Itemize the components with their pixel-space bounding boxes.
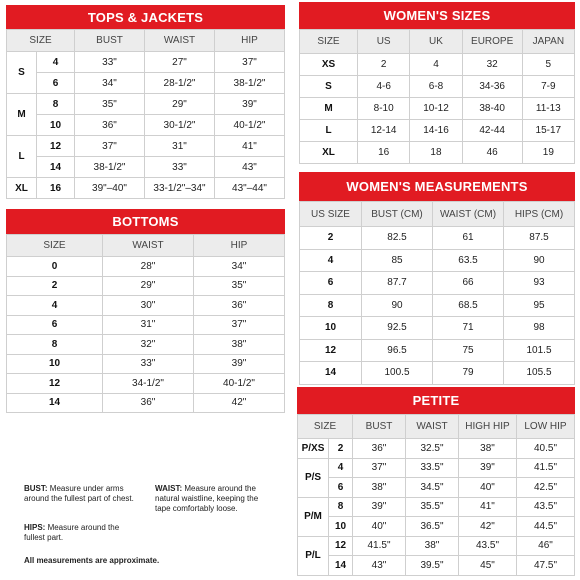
table-cell: 10	[300, 317, 362, 340]
table-cell: 15-17	[522, 120, 574, 142]
table-cell: 29"	[103, 276, 194, 296]
table-cell: 2	[300, 227, 362, 250]
table-cell: 45"	[459, 556, 517, 576]
table-cell: 87.7	[362, 272, 433, 295]
table-cell: 39"–40"	[75, 178, 145, 199]
womens-sizes-table	[299, 29, 575, 164]
table-row	[300, 249, 575, 272]
size-group-cell: L	[7, 136, 37, 178]
table-row	[7, 73, 285, 94]
table-cell: 33-1/2"–34"	[145, 178, 215, 199]
table-cell: 96.5	[362, 339, 433, 362]
table-row	[7, 157, 285, 178]
table-row	[300, 142, 575, 164]
womens-measurements-title: WOMEN'S MEASUREMENTS	[299, 172, 575, 201]
size-group-cell: S	[7, 52, 37, 94]
table-row	[7, 257, 285, 277]
table-cell: 36.5"	[406, 517, 459, 537]
table-cell: 79	[433, 362, 504, 385]
table-cell: 33.5"	[406, 458, 459, 478]
header-cell: BUST	[353, 415, 406, 439]
table-cell: 28"	[103, 257, 194, 277]
table-row	[300, 120, 575, 142]
table-cell: 4	[300, 249, 362, 272]
size-group-cell: M	[7, 94, 37, 136]
table-cell: 10	[329, 517, 353, 537]
table-row	[300, 272, 575, 295]
table-row	[7, 296, 285, 316]
table-cell: 6	[329, 478, 353, 498]
table-cell: 40"	[459, 478, 517, 498]
tops-jackets-title: TOPS & JACKETS	[6, 5, 285, 29]
table-cell: 33"	[145, 157, 215, 178]
table-cell: 85	[362, 249, 433, 272]
table-cell: 14	[300, 362, 362, 385]
table-cell: 10-12	[410, 98, 462, 120]
table-cell: 6-8	[410, 76, 462, 98]
table-cell: 2	[329, 439, 353, 459]
table-cell: 34-1/2"	[103, 374, 194, 394]
table-cell: 98	[504, 317, 575, 340]
table-cell: 2	[358, 54, 410, 76]
table-cell: 95	[504, 294, 575, 317]
table-cell: 42"	[459, 517, 517, 537]
table-cell: 30-1/2"	[145, 115, 215, 136]
table-cell: XS	[300, 54, 358, 76]
table-cell: 16	[358, 142, 410, 164]
table-row	[7, 315, 285, 335]
table-cell: 12	[329, 536, 353, 556]
header-cell: UK	[410, 30, 462, 54]
table-cell: 92.5	[362, 317, 433, 340]
table-cell: 38"	[194, 335, 285, 355]
table-cell: 29"	[145, 94, 215, 115]
table-cell: 90	[362, 294, 433, 317]
table-row	[7, 374, 285, 394]
table-cell: 32.5"	[406, 439, 459, 459]
womens-sizes-title: WOMEN'S SIZES	[299, 2, 575, 29]
table-cell: 6	[37, 73, 75, 94]
waist-note	[155, 484, 273, 514]
table-cell: 38-40	[462, 98, 522, 120]
table-row	[300, 294, 575, 317]
bottoms-title: BOTTOMS	[6, 209, 285, 234]
womens-measurements-panel	[299, 172, 575, 385]
table-row	[298, 478, 575, 498]
table-row	[298, 536, 575, 556]
waist-note-text: Measure around the natural waistline, keeping the tape comfortably loose.	[155, 484, 259, 513]
table-row	[298, 497, 575, 517]
header-cell: BUST (CM)	[362, 202, 433, 227]
table-cell: 42"	[194, 393, 285, 413]
table-cell: 38"	[406, 536, 459, 556]
table-cell: 12-14	[358, 120, 410, 142]
table-cell: 33"	[75, 52, 145, 73]
table-cell: 44.5"	[517, 517, 575, 537]
table-cell: 39.5"	[406, 556, 459, 576]
table-row	[7, 52, 285, 73]
petite-table	[297, 414, 575, 576]
bust-note-label: BUST:	[24, 484, 48, 493]
table-cell: 14	[37, 157, 75, 178]
table-cell: 34"	[194, 257, 285, 277]
header-cell: US SIZE	[300, 202, 362, 227]
womens-measurements-header-row	[300, 202, 575, 227]
table-cell: 14-16	[410, 120, 462, 142]
table-row	[300, 317, 575, 340]
table-cell: 19	[522, 142, 574, 164]
header-cell: SIZE	[7, 30, 75, 52]
table-cell: 42.5"	[517, 478, 575, 498]
womens-sizes-header-row	[300, 30, 575, 54]
table-cell: 36"	[75, 115, 145, 136]
table-cell: 34-36	[462, 76, 522, 98]
table-cell: 40-1/2"	[194, 374, 285, 394]
table-cell: 37"	[353, 458, 406, 478]
table-cell: 16	[37, 178, 75, 199]
table-row	[7, 94, 285, 115]
table-cell: 10	[7, 354, 103, 374]
table-cell: 6	[7, 315, 103, 335]
table-cell: 8-10	[358, 98, 410, 120]
petite-header-row	[298, 415, 575, 439]
table-cell: 63.5	[433, 249, 504, 272]
table-cell: 0	[7, 257, 103, 277]
table-cell: 35"	[75, 94, 145, 115]
table-row	[7, 393, 285, 413]
table-cell: 100.5	[362, 362, 433, 385]
table-cell: 4	[37, 52, 75, 73]
header-cell: WAIST	[103, 235, 194, 257]
table-cell: 12	[300, 339, 362, 362]
header-cell: SIZE	[7, 235, 103, 257]
table-cell: 101.5	[504, 339, 575, 362]
bottoms-panel	[6, 209, 285, 413]
table-cell: 43.5"	[459, 536, 517, 556]
table-row	[298, 517, 575, 537]
header-cell: HIPS (CM)	[504, 202, 575, 227]
table-cell: 2	[7, 276, 103, 296]
table-cell: 87.5	[504, 227, 575, 250]
size-group-cell: P/M	[298, 497, 329, 536]
header-cell: SIZE	[300, 30, 358, 54]
table-cell: 36"	[103, 393, 194, 413]
table-row	[7, 115, 285, 136]
table-cell: 12	[37, 136, 75, 157]
table-cell: 8	[37, 94, 75, 115]
table-cell: 30"	[103, 296, 194, 316]
table-cell: 43"	[214, 157, 284, 178]
table-cell: 39"	[459, 458, 517, 478]
table-cell: 46	[462, 142, 522, 164]
table-cell: 14	[7, 393, 103, 413]
table-cell: L	[300, 120, 358, 142]
table-cell: 38-1/2"	[214, 73, 284, 94]
hips-note	[24, 523, 134, 543]
bust-note	[24, 484, 148, 504]
header-cell: JAPAN	[522, 30, 574, 54]
table-cell: 46"	[517, 536, 575, 556]
table-cell: 41.5"	[517, 458, 575, 478]
table-cell: 39"	[194, 354, 285, 374]
table-cell: 8	[300, 294, 362, 317]
table-cell: 40-1/2"	[214, 115, 284, 136]
table-row	[7, 276, 285, 296]
table-cell: 4-6	[358, 76, 410, 98]
table-row	[298, 439, 575, 459]
table-cell: 7-9	[522, 76, 574, 98]
table-cell: 40"	[353, 517, 406, 537]
table-cell: 75	[433, 339, 504, 362]
table-cell: 4	[410, 54, 462, 76]
table-cell: 43"–44"	[214, 178, 284, 199]
table-cell: 39"	[353, 497, 406, 517]
table-cell: 35"	[194, 276, 285, 296]
table-cell: 6	[300, 272, 362, 295]
table-cell: 82.5	[362, 227, 433, 250]
table-cell: 35.5"	[406, 497, 459, 517]
table-cell: XL	[300, 142, 358, 164]
table-row	[300, 76, 575, 98]
size-group-cell: P/L	[298, 536, 329, 575]
header-cell: WAIST	[145, 30, 215, 52]
table-cell: 18	[410, 142, 462, 164]
table-cell: 43.5"	[517, 497, 575, 517]
bottoms-table	[6, 234, 285, 413]
table-cell: 10	[37, 115, 75, 136]
bottoms-header-row	[7, 235, 285, 257]
table-cell: 8	[7, 335, 103, 355]
table-cell: 14	[329, 556, 353, 576]
size-group-cell: P/XS	[298, 439, 329, 459]
table-cell: 28-1/2"	[145, 73, 215, 94]
bust-note-text: Measure under arms around the fullest part of chest.	[24, 484, 134, 503]
header-cell: WAIST	[406, 415, 459, 439]
table-cell: 33"	[103, 354, 194, 374]
table-cell: 37"	[75, 136, 145, 157]
table-cell: 34.5"	[406, 478, 459, 498]
size-group-cell: XL	[7, 178, 37, 199]
table-cell: 41"	[459, 497, 517, 517]
hips-note-label: HIPS:	[24, 523, 46, 532]
table-cell: 105.5	[504, 362, 575, 385]
table-cell: 38"	[459, 439, 517, 459]
header-cell: WAIST (CM)	[433, 202, 504, 227]
table-cell: M	[300, 98, 358, 120]
table-cell: 47.5"	[517, 556, 575, 576]
table-cell: 93	[504, 272, 575, 295]
tops-jackets-table	[6, 29, 285, 199]
header-cell: HIP	[214, 30, 284, 52]
petite-title: PETITE	[297, 387, 575, 414]
table-cell: 71	[433, 317, 504, 340]
header-cell: EUROPE	[462, 30, 522, 54]
table-cell: 4	[329, 458, 353, 478]
table-cell: 40.5"	[517, 439, 575, 459]
table-cell: 12	[7, 374, 103, 394]
table-cell: 8	[329, 497, 353, 517]
table-cell: 90	[504, 249, 575, 272]
table-cell: 37"	[194, 315, 285, 335]
table-row	[298, 458, 575, 478]
header-cell: HIGH HIP	[459, 415, 517, 439]
tops-jackets-panel	[6, 5, 285, 199]
table-row	[7, 335, 285, 355]
table-cell: 31"	[103, 315, 194, 335]
header-cell: LOW HIP	[517, 415, 575, 439]
table-cell: 37"	[214, 52, 284, 73]
table-cell: 39"	[214, 94, 284, 115]
table-row	[300, 339, 575, 362]
table-row	[300, 362, 575, 385]
table-row	[298, 556, 575, 576]
table-cell: 68.5	[433, 294, 504, 317]
table-row	[300, 54, 575, 76]
header-cell: HIP	[194, 235, 285, 257]
table-row	[7, 178, 285, 199]
table-cell: S	[300, 76, 358, 98]
table-cell: 38"	[353, 478, 406, 498]
header-cell: BUST	[75, 30, 145, 52]
petite-panel	[297, 387, 575, 576]
table-cell: 36"	[194, 296, 285, 316]
womens-measurements-table	[299, 201, 575, 385]
approx-note	[24, 556, 224, 566]
header-cell: SIZE	[298, 415, 353, 439]
table-cell: 38-1/2"	[75, 157, 145, 178]
table-row	[300, 227, 575, 250]
table-row	[300, 98, 575, 120]
table-row	[7, 136, 285, 157]
tops-header-row	[7, 30, 285, 52]
waist-note-label: WAIST:	[155, 484, 183, 493]
table-cell: 5	[522, 54, 574, 76]
table-row	[7, 354, 285, 374]
table-cell: 27"	[145, 52, 215, 73]
table-cell: 41"	[214, 136, 284, 157]
table-cell: 32"	[103, 335, 194, 355]
hips-note-text: Measure around the fullest part.	[24, 523, 120, 542]
table-cell: 66	[433, 272, 504, 295]
table-cell: 11-13	[522, 98, 574, 120]
table-cell: 36"	[353, 439, 406, 459]
table-cell: 43"	[353, 556, 406, 576]
table-cell: 34"	[75, 73, 145, 94]
size-group-cell: P/S	[298, 458, 329, 497]
header-cell: US	[358, 30, 410, 54]
table-cell: 32	[462, 54, 522, 76]
womens-sizes-panel	[299, 2, 575, 164]
table-cell: 61	[433, 227, 504, 250]
approx-note-text: All measurements are approximate.	[24, 556, 160, 565]
table-cell: 42-44	[462, 120, 522, 142]
table-cell: 4	[7, 296, 103, 316]
table-cell: 41.5"	[353, 536, 406, 556]
table-cell: 31"	[145, 136, 215, 157]
